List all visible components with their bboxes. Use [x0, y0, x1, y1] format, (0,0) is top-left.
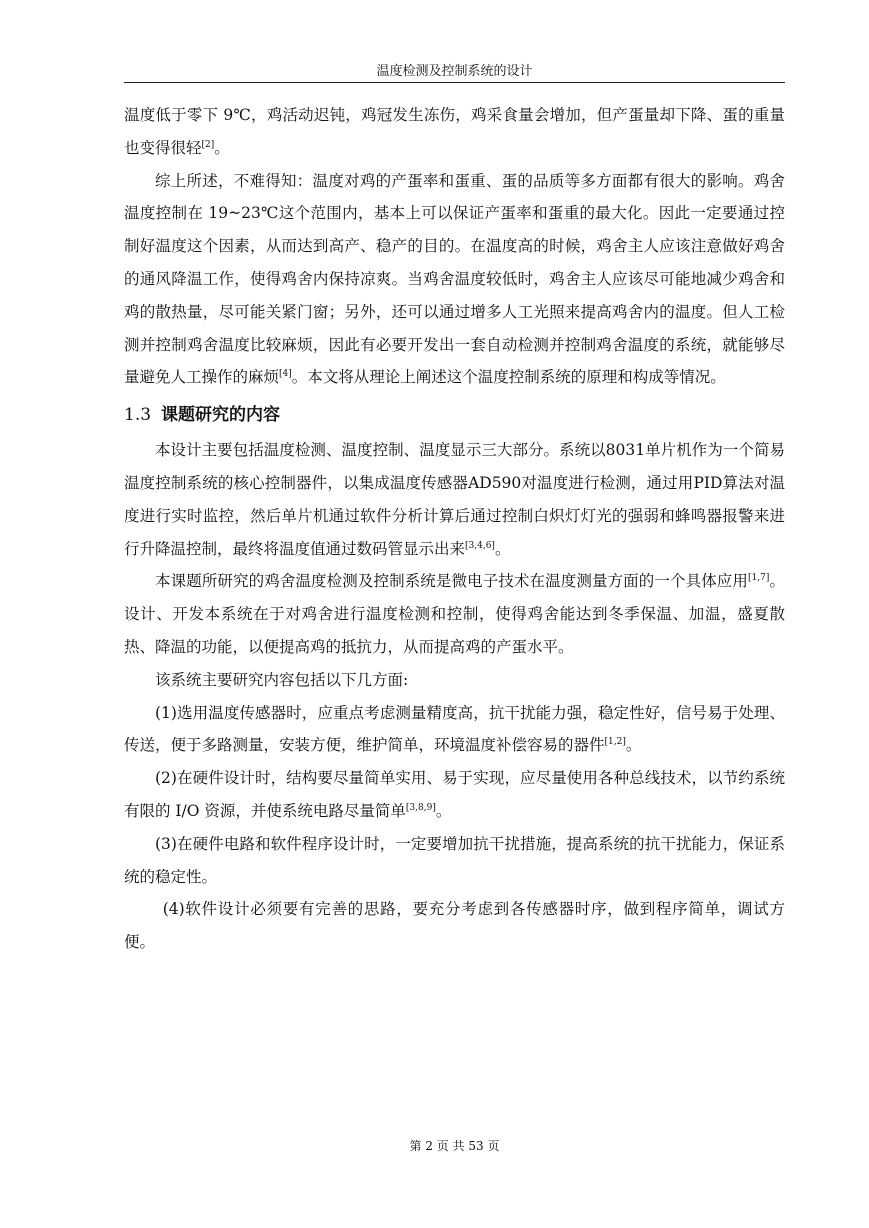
citation: [2]: [201, 139, 215, 150]
section-title: 课题研究的内容: [161, 405, 281, 426]
list-item: (4)软件设计必须要有完善的思路，要充分考虑到各传感器时序，做到程序简单，调试方便。: [124, 900, 785, 952]
list-item: (2)在硬件设计时，结构要尽量简单实用、易于实现，应尽量使用各种总线技术，以节约系统有限的 I/O 资源，并使系统电路尽量简单[3,8,9]。: [124, 769, 785, 820]
page-number-footer: 第 2 页 共 53 页: [409, 1139, 500, 1153]
paragraph-continued: 温度低于零下 9℃，鸡活动迟钝，鸡冠发生冻伤，鸡采食量会增加，但产蛋量却下降、蛋的重量也变得很轻[2]。: [124, 106, 785, 157]
citation: [1,2]: [604, 737, 626, 748]
citation: [3,4,6]: [465, 540, 495, 551]
paragraph-intro-list: 该系统主要研究内容包括以下几方面:: [155, 670, 409, 689]
paragraph-summary: 综上所述，不难得知：温度对鸡的产蛋率和蛋重、蛋的品质等多方面都有很大的影响。鸡舍温度控制在 19~23℃这个范围内，基本上可以保证产蛋率和蛋重的最大化。因此一定要通过控制好温度这个因素，从而达到高产、稳产的目的。在温度高的时候，鸡舍主人应该注意做好鸡舍的通风降温工作，使得鸡舍内保持凉爽。当鸡舍温度较低时，鸡舍主人应该尽可能地减少鸡舍和鸡的散热量，尽可能关紧门窗；另外，还可以通过增多人工光照来提高鸡舍内的温度。但人工检测并控制鸡舍温度比较麻烦，因此有必要开发出一套自动检测并控制鸡舍温度的系统，就能够尽量避免人工操作的麻烦[4]。本文将从理论上阐述这个温度控制系统的原理和构成等情况。: [124, 171, 785, 387]
citation: [3,8,9]: [405, 802, 436, 813]
header-rule: [124, 82, 785, 83]
list-item: (3)在硬件电路和软件程序设计时，一定要增加抗干扰措施，提高系统的抗干扰能力，保证系统的稳定性。: [124, 834, 785, 886]
running-header: 温度检测及控制系统的设计: [376, 64, 533, 79]
citation: [1,7]: [748, 573, 770, 584]
section-heading: [124, 398, 785, 432]
section-number: 1.3: [124, 405, 152, 426]
citation: [4]: [279, 369, 292, 380]
paragraph-application: 本课题所研究的鸡舍温度检测及控制系统是微电子技术在温度测量方面的一个具体应用[1,7]。设计、开发本系统在于对鸡舍进行温度检测和控制，使得鸡舍能达到冬季保温、加温，盛夏散热、降温的功能，以便提高鸡的抵抗力，从而提高鸡的产蛋水平。: [124, 572, 785, 656]
body-text: [124, 99, 785, 959]
list-item: (1)选用温度传感器时，应重点考虑测量精度高，抗干扰能力强，稳定性好，信号易于处理、传送，便于多路测量，安装方便，维护简单，环境温度补偿容易的器件[1,2]。: [124, 703, 785, 755]
paragraph-design-overview: 本设计主要包括温度检测、温度控制、温度显示三大部分。系统以8031单片机作为一个简易温度控制系统的核心控制器件，以集成温度传感器AD590对温度进行检测，通过用PID算法对温度进行实时监控，然后单片机通过软件分析计算后通过控制白炽灯灯光的强弱和蜂鸣器报警来进行升降温控制，最终将温度值通过数码管显示出来[3,4,6]。: [124, 441, 785, 558]
